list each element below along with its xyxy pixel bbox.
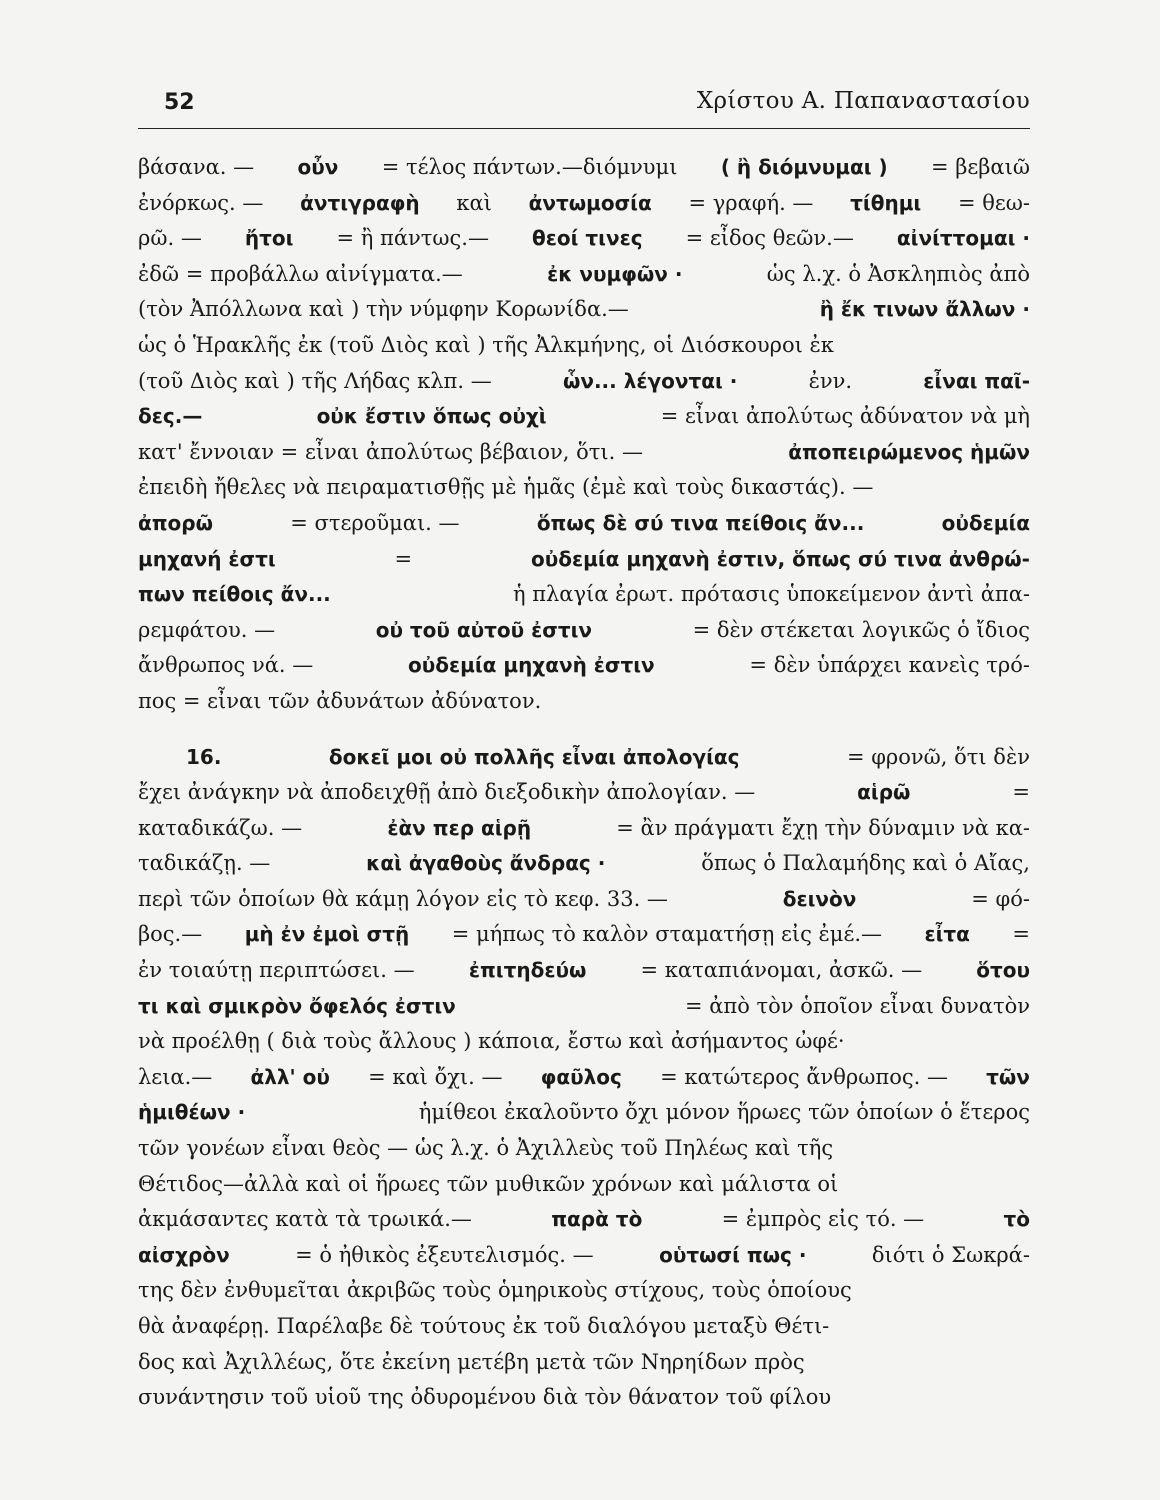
text-line — [138, 1238, 1030, 1274]
gloss-text: ἡμίθεοι ἐκαλοῦντο ὄχι μόνον ἥρωες τῶν ὁποίων ὁ ἕτερος — [418, 1100, 1030, 1125]
lemma-term: τι καὶ σμικρὸν ὄφελός ἐστιν — [138, 993, 456, 1018]
text-line — [138, 577, 1030, 613]
gloss-text: = στεροῦμαι. — — [290, 510, 460, 535]
gloss-text: λεια.— — [138, 1064, 213, 1089]
lemma-term: εἶτα — [924, 922, 970, 947]
gloss-text: ἄνθρωπος νά. — — [138, 653, 314, 678]
text-line — [138, 506, 1030, 542]
gloss-text: = γραφή. — — [688, 190, 814, 215]
lemma-term: δοκεῖ μοι οὐ πολλῆς εἶναι ἀπολογίας — [328, 744, 740, 769]
lemma-term: ὅπως δὲ σύ τινα πείθοις ἄν... — [536, 510, 865, 535]
gloss-text: ἀκμάσαντες κατὰ τὰ τρωικά.— — [138, 1207, 472, 1232]
lemma-term: ἀποπειρώμενος ἡμῶν — [788, 439, 1030, 464]
lemma-term: ἀντιγραφὴ — [300, 190, 420, 215]
gloss-text: = βεβαιῶ — [930, 155, 1030, 179]
gloss-text: τῶν γονέων εἶναι θεὸς — ὡς λ.χ. ὁ Ἀχιλλεὺς τοῦ Πηλέως καὶ τῆς — [138, 1136, 834, 1161]
gloss-text: = καταπιάνομαι, ἀσκῶ. — — [640, 958, 923, 983]
gloss-text: = — [1012, 922, 1030, 947]
page-body — [138, 150, 1030, 1416]
gloss-text: νὰ προέλθῃ ( διὰ τοὺς ἄλλους ) κάποια, ἔστω καὶ ἀσήμαντος ὠφέ· — [138, 1029, 845, 1054]
text-line — [138, 811, 1030, 847]
gloss-text: = — [394, 546, 413, 571]
text-line — [138, 882, 1030, 918]
gloss-text: θὰ ἀναφέρῃ. Παρέλαβε δὲ τούτους ἐκ τοῦ διαλόγου μεταξὺ Θέτι- — [138, 1314, 830, 1338]
lemma-term: τὸ — [1003, 1207, 1030, 1232]
gloss-text: = μήπως τὸ καλὸν σταματήσῃ εἰς ἐμέ.— — [451, 922, 883, 947]
gloss-text: ἐν τοιαύτῃ περιπτώσει. — — [138, 958, 415, 983]
text-line — [138, 1131, 1030, 1167]
gloss-text: = τέλος πάντων.—διόμνυμι — [381, 155, 678, 179]
text-line — [138, 1273, 1030, 1309]
lemma-term: οὐκ ἔστιν ὅπως οὐχὶ — [316, 404, 547, 429]
text-line — [138, 775, 1030, 811]
lemma-term: ἐκ νυμφῶν · — [547, 261, 683, 286]
gloss-text: καταδικάζω. — — [138, 815, 303, 840]
page-number: 52 — [164, 90, 195, 115]
gloss-text: ἐπειδὴ ἤθελες νὰ πειραματισθῇς μὲ ἡμᾶς (ἐμὲ καὶ τοὺς δικαστάς). — — [138, 475, 874, 500]
text-line — [138, 186, 1030, 222]
lemma-term: οὑτωσί πως · — [659, 1242, 807, 1267]
gloss-text: ἔχει ἀνάγκην νὰ ἀποδειχθῇ ἀπὸ διεξοδικὴν ἀπολογίαν. — — [138, 780, 756, 805]
gloss-text: = δὲν ὑπάρχει κανεὶς τρό- — [749, 653, 1030, 678]
gloss-text: ἐνόρκως. — — [138, 190, 264, 215]
lemma-term: ἀντωμοσία — [528, 190, 652, 215]
lemma-term: ἐπιτηδεύω — [468, 958, 587, 983]
gloss-text: = φρονῶ, ὅτι δὲν — [846, 744, 1030, 769]
page-header — [138, 88, 1030, 129]
text-line — [138, 542, 1030, 578]
gloss-text: (τὸν Ἀπόλλωνα καὶ ) τὴν νύμφην Κορωνίδα.— — [138, 297, 629, 322]
lemma-term: παρὰ τὸ — [551, 1207, 643, 1232]
lemma-term: 16. — [186, 744, 222, 769]
gloss-text: = ἂν πράγματι ἔχῃ τὴν δύναμιν νὰ κα- — [616, 815, 1030, 840]
gloss-text: = ἢ πάντως.— — [336, 226, 489, 251]
gloss-text: = ὁ ἠθικὸς ἐξευτελισμός. — — [295, 1242, 594, 1267]
gloss-text: πος = εἶναι τῶν ἀδυνάτων ἀδύνατον. — [138, 688, 542, 713]
text-line — [138, 328, 1030, 364]
text-line — [138, 1095, 1030, 1131]
gloss-text: = θεω- — [957, 190, 1030, 215]
text-line — [138, 364, 1030, 400]
lemma-term: οὖν — [297, 155, 339, 179]
lemma-term: αἰσχρὸν — [138, 1242, 230, 1267]
text-line — [138, 613, 1030, 649]
lemma-term: οὐδεμία μηχανὴ ἐστιν, ὅπως σύ τινα ἀνθρώ- — [530, 546, 1030, 571]
gloss-text: συνάντησιν τοῦ υἱοῦ της ὀδυρομένου διὰ τὸν θάνατον τοῦ φίλου — [138, 1385, 832, 1410]
gloss-text: κατ' ἔννοιαν = εἶναι ἀπολύτως βέβαιον, ὅτι. — — [138, 439, 643, 464]
gloss-text: ἐνν. — [808, 368, 853, 393]
lemma-term: αἰνίττομαι · — [896, 226, 1030, 251]
text-line — [138, 917, 1030, 953]
text-line — [138, 1202, 1030, 1238]
gloss-text: = φό- — [971, 886, 1030, 911]
text-line — [138, 953, 1030, 989]
gloss-text: = — [1012, 780, 1030, 805]
text-line — [138, 648, 1030, 684]
gloss-text: καὶ — [456, 190, 492, 215]
section-gap — [138, 720, 1030, 740]
gloss-text: δος καὶ Ἀχιλλέως, ὅτε ἐκείνη μετέβη μετὰ τῶν Νηρηίδων πρὸς — [138, 1349, 805, 1374]
lemma-term: ὧν... λέγονται · — [562, 368, 738, 393]
gloss-text: ὡς λ.χ. ὁ Ἀσκληπιὸς ἀπὸ — [766, 261, 1030, 286]
gloss-text: ἡ πλαγία ἐρωτ. πρότασις ὑποκείμενον ἀντὶ ἀπα- — [512, 582, 1030, 607]
text-line — [138, 1167, 1030, 1203]
section-15-commentary — [138, 150, 1030, 720]
text-line — [138, 150, 1030, 186]
gloss-text: της δὲν ἐνθυμεῖται ἀκριβῶς τοὺς ὁμηρικοὺς στίχους, τοὺς ὁποίους — [138, 1278, 852, 1303]
gloss-text: ταδικάζῃ. — — [138, 851, 271, 876]
text-line — [138, 1380, 1030, 1416]
lemma-term: οὐδεμία μηχανὴ ἐστιν — [408, 653, 655, 678]
gloss-text: ρεμφάτου. — — [138, 617, 276, 642]
lemma-term: ( ἢ διόμνυμαι ) — [720, 155, 888, 179]
gloss-text: = ἀπὸ τὸν ὁποῖον εἶναι δυνατὸν — [684, 993, 1030, 1018]
gloss-text: = ἐμπρὸς εἰς τό. — — [721, 1207, 925, 1232]
lemma-term: θεοί τινες — [532, 226, 643, 251]
gloss-text: περὶ τῶν ὁποίων θὰ κάμῃ λόγον εἰς τὸ κεφ. 33. — — [138, 886, 668, 911]
text-line — [138, 221, 1030, 257]
gloss-text: = καὶ ὄχι. — — [368, 1064, 503, 1089]
text-line — [138, 399, 1030, 435]
lemma-term: τίθημι — [850, 190, 922, 215]
lemma-term: ἡμιθέων · — [138, 1100, 246, 1125]
running-head: Χρίστου Α. Παπαναστασίου — [696, 88, 1030, 114]
text-line — [138, 292, 1030, 328]
text-line — [138, 989, 1030, 1025]
lemma-term: δες.— — [138, 404, 203, 429]
lemma-term: ὅτου — [976, 958, 1030, 983]
text-line — [138, 740, 1030, 776]
lemma-term: ἀλλ' οὐ — [250, 1064, 330, 1089]
lemma-term: μηχανή ἐστι — [138, 546, 276, 571]
gloss-text: βάσανα. — — [138, 155, 255, 179]
lemma-term: καὶ ἀγαθοὺς ἄνδρας · — [366, 851, 606, 876]
gloss-text: διότι ὁ Σωκρά- — [871, 1242, 1030, 1267]
gloss-text: ὡς ὁ Ἡρακλῆς ἐκ (τοῦ Διὸς καὶ ) τῆς Ἀλκμήνης, οἱ Διόσκουροι ἐκ — [138, 332, 834, 357]
text-line — [138, 1024, 1030, 1060]
lemma-term: οὐδεμία — [941, 510, 1030, 535]
text-line — [138, 257, 1030, 293]
lemma-term: αἱρῶ — [857, 780, 911, 805]
lemma-term: οὐ τοῦ αὐτοῦ ἐστιν — [375, 617, 592, 642]
gloss-text: (τοῦ Διὸς καὶ ) τῆς Λήδας κλπ. — — [138, 368, 492, 393]
gloss-text: ρῶ. — — [138, 226, 202, 251]
lemma-term: ἐὰν περ αἱρῇ — [387, 815, 532, 840]
lemma-term: ἢ ἔκ τινων ἄλλων · — [819, 297, 1030, 322]
lemma-term: τῶν — [986, 1064, 1030, 1089]
text-line — [138, 684, 1030, 720]
text-line — [138, 1060, 1030, 1096]
lemma-term: δεινὸν — [782, 886, 857, 911]
gloss-text: = κατώτερος ἄνθρωπος. — — [660, 1064, 948, 1089]
lemma-term: εἶναι παῖ- — [923, 368, 1030, 393]
gloss-text: ὅπως ὁ Παλαμήδης καὶ ὁ Αἴας, — [701, 851, 1030, 876]
text-line — [138, 470, 1030, 506]
lemma-term: ἀπορῶ — [138, 510, 213, 535]
lemma-term: ἤτοι — [244, 226, 294, 251]
gloss-text: = εἶναι ἀπολύτως ἀδύνατον νὰ μὴ — [660, 404, 1030, 429]
section-16-commentary — [138, 740, 1030, 1416]
text-line — [138, 1309, 1030, 1345]
gloss-text: = δὲν στέκεται λογικῶς ὁ ἴδιος — [692, 617, 1030, 642]
text-line — [138, 1345, 1030, 1381]
lemma-term: μὴ ἐν ἐμοὶ στῇ — [244, 922, 410, 947]
text-line — [138, 846, 1030, 882]
gloss-text: βος.— — [138, 922, 203, 947]
lemma-term: πων πείθοις ἄν... — [138, 582, 331, 607]
gloss-text: ἐδῶ = προβάλλω αἰνίγματα.— — [138, 261, 463, 286]
gloss-text: Θέτιδος—ἀλλὰ καὶ οἱ ἥρωες τῶν μυθικῶν χρόνων καὶ μάλιστα οἱ — [138, 1171, 839, 1196]
text-line — [138, 435, 1030, 471]
gloss-text: = εἶδος θεῶν.— — [685, 226, 854, 251]
lemma-term: φαῦλος — [540, 1064, 622, 1089]
